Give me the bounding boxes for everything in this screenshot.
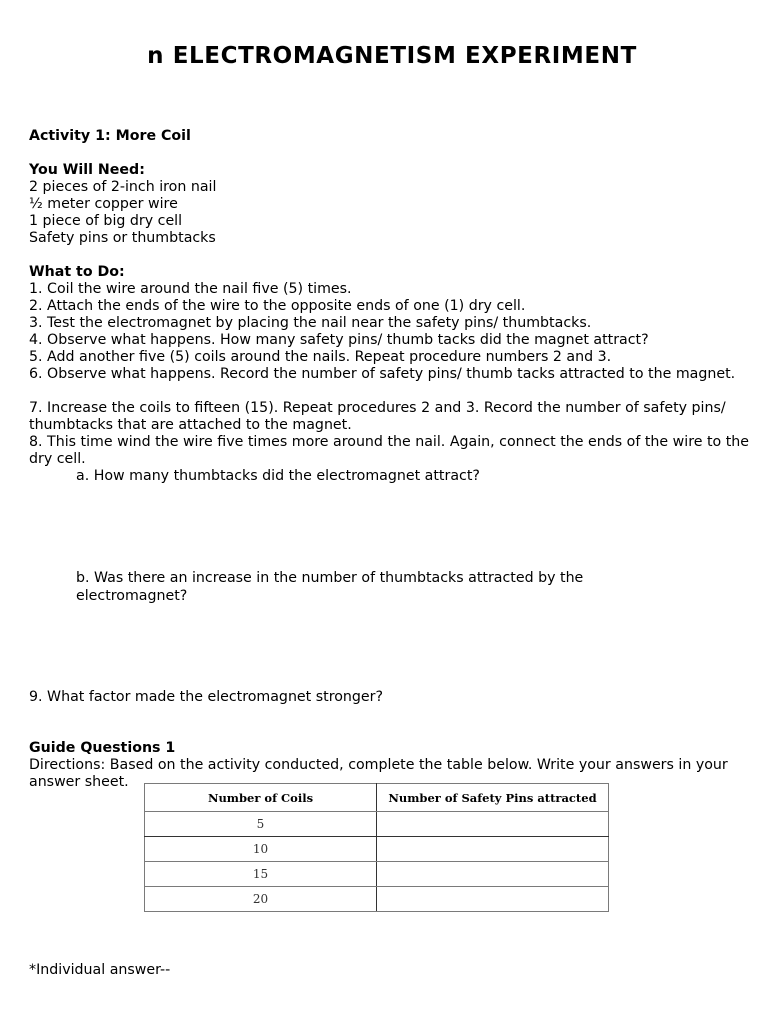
table-cell: 5: [145, 812, 377, 837]
todo-step: 5. Add another five (5) coils around the nails. Repeat procedure numbers 2 and 3.: [29, 349, 612, 365]
todo-step: 6. Observe what happens. Record the number of safety pins/ thumb tacks attracted to the magnet.: [29, 366, 736, 382]
need-item: 2 pieces of 2-inch iron nail: [29, 179, 217, 195]
table-cell: [377, 862, 609, 887]
todo-step: 1. Coil the wire around the nail five (5) times.: [29, 281, 352, 297]
todo-step: 4. Observe what happens. How many safety pins/ thumb tacks did the magnet attract?: [29, 332, 649, 348]
table-cell: 20: [145, 887, 377, 912]
guide-directions: Directions: Based on the activity conducted, complete the table below. Write your answers in your answer sheet.: [29, 757, 728, 790]
table-header-row: [145, 784, 609, 812]
need-heading: You Will Need:: [29, 162, 145, 178]
table-row: [145, 837, 609, 862]
need-item: Safety pins or thumbtacks: [29, 230, 216, 246]
todo-step: 8. This time wind the wire five times more around the nail. Again, connect the ends of the wire to the dry cell.: [29, 434, 749, 467]
page-title: n ELECTROMAGNETISM EXPERIMENT: [147, 43, 637, 69]
footer-note: *Individual answer--: [29, 962, 171, 978]
question-a: a. How many thumbtacks did the electromagnet attract?: [76, 468, 480, 484]
coils-table: [144, 783, 609, 912]
todo-heading: What to Do:: [29, 264, 125, 280]
step-9: 9. What factor made the electromagnet stronger?: [29, 689, 383, 705]
table-cell: 15: [145, 862, 377, 887]
table-header: Number of Coils: [145, 784, 377, 812]
table-cell: [377, 812, 609, 837]
table-cell: 10: [145, 837, 377, 862]
table-row: [145, 812, 609, 837]
table-cell: [377, 837, 609, 862]
todo-step: 2. Attach the ends of the wire to the opposite ends of one (1) dry cell.: [29, 298, 526, 314]
table-cell: [377, 887, 609, 912]
need-item: 1 piece of big dry cell: [29, 213, 183, 229]
guide-heading: Guide Questions 1: [29, 740, 176, 756]
activity-heading: Activity 1: More Coil: [29, 128, 191, 144]
todo-step: 3. Test the electromagnet by placing the nail near the safety pins/ thumbtacks.: [29, 315, 592, 331]
question-b: b. Was there an increase in the number of thumbtacks attracted by the electromagnet?: [76, 570, 584, 604]
table-row: [145, 887, 609, 912]
table-header: Number of Safety Pins attracted: [377, 784, 609, 812]
need-item: ½ meter copper wire: [29, 196, 178, 212]
todo-step: 7. Increase the coils to fifteen (15). Repeat procedures 2 and 3. Record the number of safety pins/ thumbtacks that are attached to the magnet.: [29, 400, 726, 433]
table-row: [145, 862, 609, 887]
